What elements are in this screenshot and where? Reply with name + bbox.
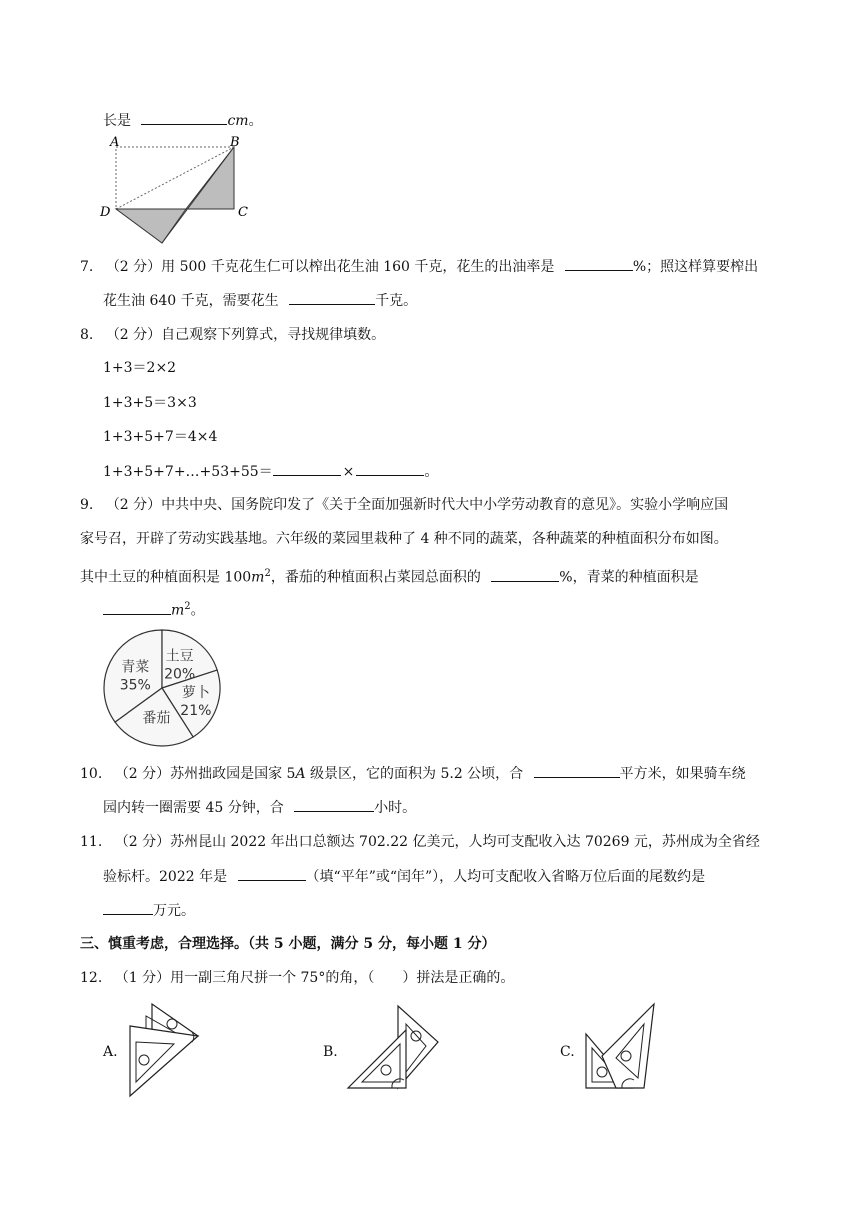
q6-label-c: C [238,205,248,220]
q8-eq4 [103,461,438,482]
q8-eq1: 1+3＝2×2 [103,360,177,376]
q11-text-2b: （填“平年”或“闰年”），人均可支配收入省略万位后面的尾数约是 [305,869,706,885]
q8-times: × [342,464,355,480]
q8-eq4-end: 。 [424,464,439,480]
q11-text-1: （2 分）苏州昆山 2022 年出口总额达 702.22 亿美元，人均可支配收入达 70269 元，苏州成为全省经 [114,834,760,850]
q7-peanut-blank[interactable] [289,290,375,305]
q11-line3 [103,900,195,921]
q10-a-level: A [295,766,306,782]
q11-income-blank[interactable] [103,900,153,915]
q8-eq2: 1+3+5＝3×3 [103,395,197,411]
q9-text-3c: %，青菜的种植面积是 [559,569,699,586]
q10-text-1c: 平方米，如果骑车绕 [619,766,746,782]
q9-unit-m: m [251,569,265,586]
q6-shaded-triangle-bottom [116,209,186,243]
q7-text-1a: （2 分）用 500 千克花生仁可以榨出花生油 160 千克，花生的出油率是 [105,259,555,275]
q11-line2 [103,866,705,887]
q8-text: （2 分）自己观察下列算式，寻找规律填数。 [105,327,386,343]
q10-area-blank[interactable] [534,763,620,778]
q8-number: 8. [80,327,94,343]
pie-category-label-2: 萝卜 [181,685,210,702]
q10-hours-blank[interactable] [294,797,374,812]
q6-answer-blank[interactable] [141,110,227,125]
q6-prefix: 长是 [103,113,131,129]
q9-number: 9. [80,497,94,513]
q7-line2 [103,290,417,311]
q12-option-c-label[interactable]: C. [560,1044,575,1060]
q8-blank-1[interactable] [273,461,341,476]
pie-category-label-1: 土豆 [165,648,194,665]
q11-year-blank[interactable] [238,866,306,881]
q6-tail-line [103,110,263,131]
q9-line4 [103,597,205,621]
q11-line1 [80,832,760,852]
q9-greens-blank[interactable] [103,600,171,615]
q6-unit: cm [227,113,249,129]
q6-end: 。 [248,113,263,129]
q10-line1 [80,763,746,784]
q7-number: 7. [80,259,94,275]
q11-text-3: 万元。 [153,903,195,919]
q9-unit-m2: m [171,602,185,619]
q8-eq3: 1+3+5+7＝4×4 [103,429,218,445]
q9-tomato-blank[interactable] [491,567,559,582]
q8-eq4-left: 1+3+5+7+…+53+55＝ [103,464,273,480]
q11-number: 11. [80,834,103,850]
q9-text-3a: 其中土豆的种植面积是 100 [80,569,252,586]
q6-rectangle-figure [100,136,260,248]
q6-label-b: B [230,135,240,150]
q10-text-2a: 园内转一圈需要 45 分钟，合 [103,800,284,816]
q10-number: 10. [80,766,103,782]
q7-line1 [80,256,758,277]
q12-option-a-label[interactable]: A. [103,1044,118,1060]
pie-percent-label-0: 35% [119,677,151,694]
q12-option-b-figure[interactable] [346,1002,442,1092]
q9-line2: 家号召，开辟了劳动实践基地。六年级的菜园里栽种了 4 种不同的蔬菜，各种蔬菜的种植面积分布如图。 [80,531,728,547]
q7-text-1b: %；照这样算要榨出 [632,259,759,275]
q9-unit-sup: 2 [264,568,271,579]
q10-text-1b: 级景区，它的面积为 5.2 公顷，合 [305,766,524,782]
q9-end: 。 [190,602,205,619]
q7-oil-rate-blank[interactable] [565,256,633,271]
q8-blank-2[interactable] [356,461,424,476]
q6-label-a: A [110,135,120,150]
q12-line1 [80,968,514,988]
q10-text-1a: （2 分）苏州拙政园是国家 5 [114,766,296,782]
q9-text-1: （2 分）中共中央、国务院印发了《关于全面加强新时代大中小学劳动教育的意见》。实验小学响应国 [105,497,729,513]
q12-text: （1 分）用一副三角尺拼一个 75°的角，（ ）拼法是正确的。 [114,970,515,986]
q9-line3 [80,564,699,588]
q9-text-3b: ，番茄的种植面积占菜园总面积的 [270,569,481,586]
pie-category-label-3: 番茄 [142,710,171,727]
q7-text-2a: 花生油 640 千克，需要花生 [103,293,279,309]
q9-unit-sup2: 2 [184,601,191,612]
q11-text-2a: 验标杆。2022 年是 [103,869,228,885]
q12-option-a-figure[interactable] [126,1000,208,1100]
q8-line1 [80,325,385,345]
pie-percent-label-2: 21% [180,703,212,720]
section3-title: 三、慎重考虑，合理选择。（共 5 小题，满分 5 分，每小题 1 分） [80,936,496,952]
q10-line2 [103,797,416,818]
pie-category-label-0: 青菜 [121,659,150,676]
q12-option-c-figure[interactable] [582,1000,658,1092]
q9-pie-chart [98,626,228,750]
q6-label-d: D [100,205,111,220]
pie-percent-label-1: 20% [164,666,196,683]
q9-line1 [80,495,728,515]
q10-text-2b: 小时。 [374,800,417,816]
q12-option-b-label[interactable]: B. [323,1044,338,1060]
q7-text-2b: 千克。 [375,293,418,309]
q12-number: 12. [80,970,103,986]
